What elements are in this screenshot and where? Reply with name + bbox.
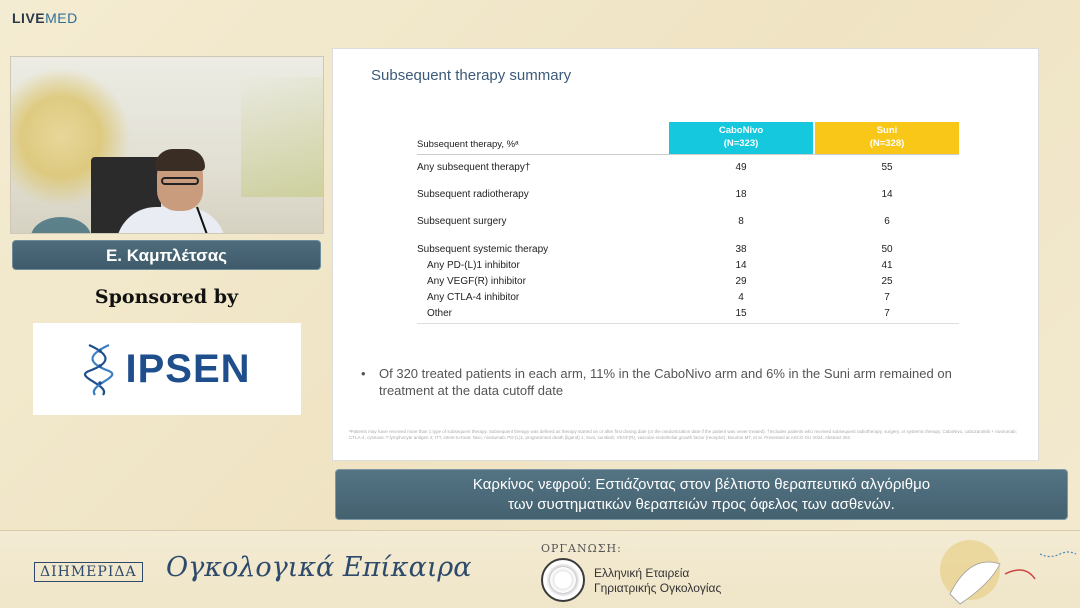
row-label: Subsequent systemic therapy: [417, 243, 549, 255]
column-header-suni: [815, 122, 959, 154]
row-label: Any PD-(L)1 inhibitor: [427, 259, 520, 271]
cell-suni: 55: [881, 162, 893, 174]
table-row: [417, 289, 959, 305]
table-row: [417, 208, 959, 235]
sponsored-by-heading: Sponsored by: [94, 286, 239, 308]
talk-title-caption: [335, 469, 1068, 520]
bullet-dot-icon: •: [361, 366, 366, 381]
ipsen-helix-icon: [83, 341, 117, 397]
column-name: Suni: [876, 125, 898, 136]
cell-suni: 25: [881, 275, 893, 287]
livemed-logo: [12, 10, 78, 26]
organizer-name-line-2: Γηριατρικής Ογκολογίας: [594, 581, 722, 595]
speaker-hair: [155, 149, 205, 171]
table-row: [417, 257, 959, 273]
organizer-seal-icon: [541, 558, 585, 602]
column-n: (N=328): [869, 138, 905, 149]
organizer-name: [594, 566, 721, 596]
cell-suni: 14: [881, 189, 893, 200]
row-label: Other: [417, 305, 669, 323]
column-header-cabonivo: [669, 122, 813, 154]
event-type-label: ΔΙΗΜΕΡΙΔΑ: [34, 562, 143, 582]
slide-title: Subsequent therapy summary: [371, 67, 572, 84]
table-label-header: Subsequent therapy, %ᵃ: [417, 122, 669, 154]
row-label: Any VEGF(R) inhibitor: [427, 275, 526, 287]
cell-cabonivo: 29: [735, 275, 747, 287]
decorative-bird-icon: [930, 534, 1080, 608]
row-label: Any subsequent therapy†: [417, 162, 531, 174]
bullet-text: Of 320 treated patients in each arm, 11% in the CaboNivo arm and 6% in the Suni arm remained on treatment at the data cutoff date: [379, 366, 952, 398]
cell-suni: 7: [815, 305, 959, 323]
table-row: [417, 181, 959, 208]
row-label: Any CTLA-4 inhibitor: [427, 291, 520, 303]
cell-cabonivo: 15: [669, 305, 813, 323]
background-art: [241, 77, 324, 197]
cell-suni: 50: [881, 243, 893, 255]
speaker-video: [10, 56, 324, 234]
column-n: (N=323): [723, 138, 759, 149]
cell-cabonivo: 4: [738, 291, 744, 303]
cell-cabonivo: 38: [735, 243, 747, 255]
caption-line-2: των συστηματικών θεραπειών προς όφελος των ασθενών.: [508, 496, 895, 513]
cell-cabonivo: 14: [735, 259, 747, 271]
column-name: CaboNivo: [718, 125, 764, 136]
caption-line-1: Καρκίνος νεφρού: Εστιάζοντας στον βέλτιστο θεραπευτικό αλγόριθμο: [472, 476, 931, 493]
cell-cabonivo: 8: [738, 216, 744, 227]
slide-bullet: [361, 365, 1001, 399]
logo-med: MED: [45, 10, 78, 26]
speaker-glasses: [161, 177, 199, 185]
event-title: Ογκολογικά Επίκαιρα: [166, 552, 472, 583]
table-row: [417, 241, 959, 257]
speaker-name-label: Ε. Καμπλέτσας: [12, 240, 321, 270]
table-row: [417, 154, 959, 181]
table-row: [417, 273, 959, 289]
row-label: Subsequent surgery: [417, 216, 507, 227]
sponsor-logo-box: [33, 323, 301, 415]
subsequent-therapy-table: [417, 122, 959, 324]
cell-cabonivo: 49: [735, 162, 747, 174]
logo-live: LIVE: [12, 10, 46, 26]
event-banner: [0, 530, 1080, 608]
cell-cabonivo: 18: [735, 189, 747, 200]
ipsen-logo-text: IPSEN: [125, 346, 251, 391]
table-row: [417, 305, 959, 323]
cell-suni: 6: [884, 216, 890, 227]
organizer-name-line-1: Ελληνική Εταιρεία: [594, 566, 690, 580]
organizer-label: ΟΡΓΑΝΩΣΗ:: [541, 542, 622, 555]
cell-suni: 41: [881, 259, 893, 271]
row-label: Subsequent radiotherapy: [417, 189, 529, 200]
cell-suni: 7: [884, 291, 890, 303]
background-art: [31, 217, 91, 234]
slide-footnote: ᵃPatients may have received more than 1 type of subsequent therapy. Subsequent therapy was defined as therapy started on or after first dosing date (or the randomization date if the patient was never treated). †Includes patients who received subsequent radiotherapy, surgery, or systemic therapy. CaboNivo, cabozantinib + nivolumab; CTLA-4, cytotoxic T-lymphocyte antigen 4; ITT, intent-to-treat; Nivo, nivolumab; PD-(L)1, programmed death (ligand) 1; Suni, sunitinib; VEGF(R), vascular endothelial growth factor (receptor). Bourlon MT, et al. Presented at ASCO GU 2024. Abstract 362: [349, 429, 1017, 440]
presentation-slide: [332, 48, 1039, 461]
